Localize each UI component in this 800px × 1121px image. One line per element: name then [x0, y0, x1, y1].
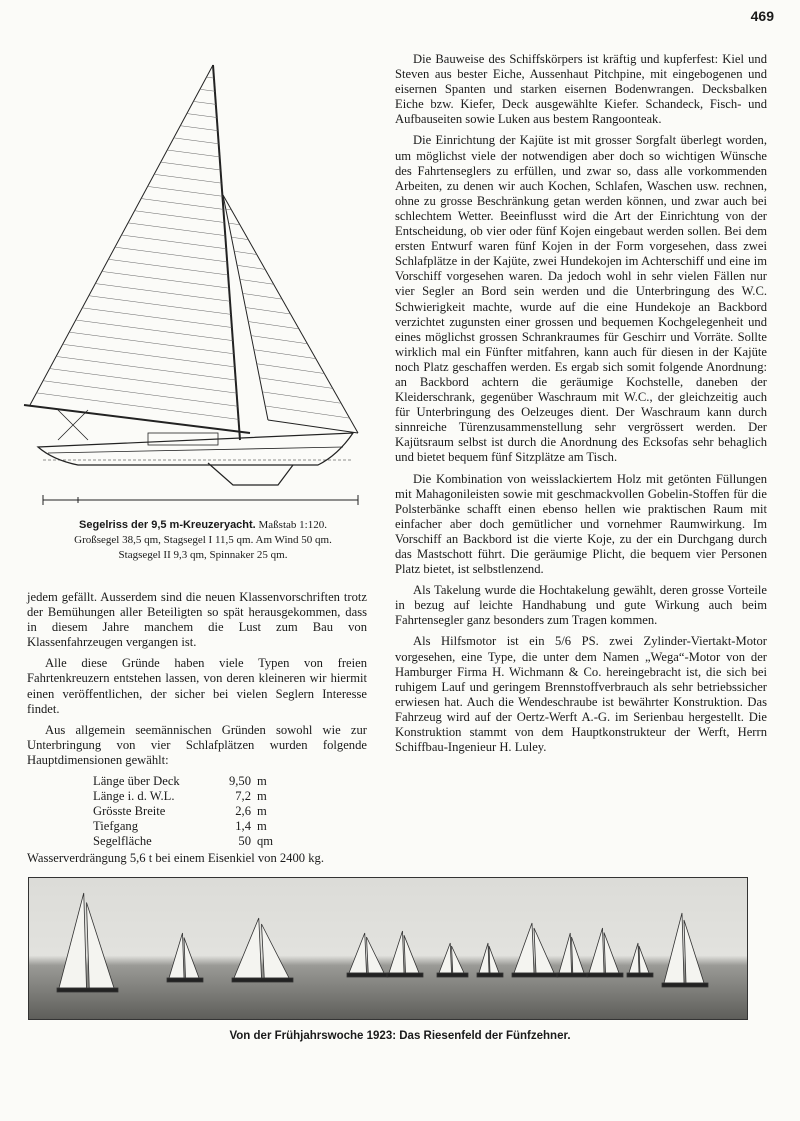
sail-plan-lines	[24, 65, 358, 440]
left-paragraph-3: Aus allgemein seemännischen Gründen sowohl wie zur Unterbringung von vier Schlafplätzen wurden folgende Hauptdimensionen gewählt:	[27, 722, 367, 767]
right-paragraph-1: Die Bauweise des Schiffskörpers ist kräftig und kupferfest: Kiel und Steven aus bester Eiche, Aussenhaut Pitchpine, mit eingebogenen und eisernen Spanten und starken eisernen Bodenwrangen. Decksbalken Eiche bzw. Kiefer, Deck ausgewählte Kiefer. Schandeck, Fisch- und Aufbauseiten sowie Luken aus bestem Rangoonteak.	[395, 52, 767, 127]
hull	[38, 410, 353, 485]
dimension-label: Grösste Breite	[93, 804, 166, 819]
dimension-value: 50	[238, 834, 251, 849]
dimension-row	[93, 819, 273, 834]
figure-caption-line-3: Stagsegel II 9,3 qm, Spinnaker 25 qm.	[118, 549, 288, 561]
mainsail-panels	[37, 77, 239, 419]
sail-plan-drawing	[18, 55, 378, 525]
dimension-label: Länge über Deck	[93, 774, 180, 789]
figure-caption	[28, 518, 378, 563]
dimension-label: Tiefgang	[93, 819, 139, 834]
scale-bar	[43, 495, 358, 505]
left-column	[27, 590, 367, 872]
dimension-label: Länge i. d. W.L.	[93, 789, 175, 804]
figure-title: Segelriss der 9,5 m-Kreuzeryacht.	[79, 519, 256, 531]
left-paragraph-1: jedem gefällt. Ausserdem sind die neuen Klassenvorschriften trotz der Bemühungen aller Beteiligten so spät herausgekommen, dass in diesem Jahre manchem die Lust zum Bau von Klassenfahrzeugen vergangen ist.	[27, 590, 367, 650]
dimensions-table	[93, 774, 273, 849]
dimension-value: 9,50	[228, 774, 251, 789]
left-paragraph-2: Alle diese Gründe haben viele Typen von freien Fahrtenkreuzern entstehen lassen, von deren kleineren wir hiermit einen veröffentlichen, der sicher bei vielen Seglern Interesse findet.	[27, 656, 367, 716]
dimension-unit: m	[257, 789, 267, 804]
dimension-value: 7,2	[235, 789, 251, 804]
dimension-row	[93, 804, 273, 819]
figure-caption-line-2: Großsegel 38,5 qm, Stagsegel I 11,5 qm. Am Wind 50 qm.	[74, 534, 332, 546]
right-paragraph-4: Als Takelung wurde die Hochtakelung gewählt, deren grosse Vorteile in bezug auf leichte Handhabung und gute Wirkung auch beim Fahrtensegler ganz besonders zum Tragen kommen.	[395, 583, 767, 628]
dimension-unit: qm	[257, 834, 274, 849]
dimension-unit: m	[257, 819, 267, 834]
regatta-photo-sails	[29, 878, 747, 1019]
left-paragraph-4: Wasserverdrängung 5,6 t bei einem Eisenkiel von 2400 kg.	[27, 850, 324, 865]
right-paragraph-3: Die Kombination von weisslackiertem Holz mit getönten Füllungen mit Mahagonileisten sowie mit geschmackvollen Gobelin-Stoffen für die Polsterbänke schafft einen ebenso hellen wie praktischen Raum mit einfacher aber doch gemütlicher und vornehmer Raumwirkung. Im Vorschiff an Backbord ist die vierte Koje, zu der ein Durchgang durch das Mastschott führt. Die geräumige Plicht, die bequem vier Personen Platz bietet, ist selbstlenzend.	[395, 471, 767, 577]
dimension-row	[93, 774, 273, 789]
figure-scale: Maßstab 1:120.	[258, 519, 327, 531]
right-paragraph-2: Die Einrichtung der Kajüte ist mit grosser Sorgfalt überlegt worden, um möglichst viele der notwendigen aber doch so wichtigen Wünsche des Fahrtenseglers zu erfüllen, und zwar so, dass alle vorkommenden Arbeiten, zu denen wir auch Kochen, Schlafen, Waschen usw. rechnen, ohne zu grosse Beschränkung getan werden können, und zwar auch bei schlechtem Wetter. Beeinflusst wird die Art der Einrichtung von der Entscheidung, ob vier oder fünf Kojen eingebaut werden sollen. Bei dem ersten Entwurf waren fünf Kojen in der Form vorgesehen, dass zwei Schlafplätze in der Kajüte, zwei Hundekojen im Achterschiff und eine im Vorschiff vorgesehen waren. Da jedoch wohl in sehr vielen Fällen nur vier Segler an Bord sein werden und die Unterbringung des W.C. Schwierigkeit machte, wurde auf die eine Hundekoje an Backbord verzichtet zugunsten einer grossen und bequemen Kochgelegenheit und eines möglichst grossen Schrankraumes für Geschirr und Vorräte. Sollte wirklich mal ein Fünfter mitfahren, kann auch für diesen in der Kajüte noch Platz geschaffen werden. Es ergab sich somit folgende Anordnung: an Backbord achtern die geräumige Kochstelle, daneben der Kleiderschrank, gegenüber Waschraum mit W.C., der gleichzeitig auch für Unterbringung des Oelzeuges dient. Der Waschraum kann durch sinnreiche Türenzusammenstellung sehr vergrössert werden. Der Kajütsraum selbst ist durch die Anordnung des Ecksofas sehr behaglich und bietet bequem fünf Sitzplätze am Tisch.	[395, 133, 767, 465]
page-number: 469	[750, 8, 774, 24]
right-column	[395, 52, 767, 761]
jib-panels	[226, 209, 350, 418]
dimension-label: Segelfläche	[93, 834, 152, 849]
dimension-value: 2,6	[235, 804, 251, 819]
dimension-value: 1,4	[235, 819, 251, 834]
right-paragraph-5: Als Hilfsmotor ist ein 5/6 PS. zwei Zylinder-Viertakt-Motor vorgesehen, eine Type, die unter dem Namen „Wega“-Motor von der Hamburger Firma H. Wichmann & Co. hereingebracht ist, die sich bei ruhigem Lauf und geringem Brennstoffverbrauch als sehr betriebssicher erwiesen hat. Auch die Wendeschraube ist bewährter Konstruktion. Das Fahrzeug wird auf der Oertz-Werft A.-G. im Serienbau hergestellt. Die Konstruktion stammt von dem Hauptkonstrukteur der Werft, Herrn Schiffbau-Ingenieur H. Luley.	[395, 634, 767, 755]
dimension-row	[93, 789, 273, 804]
dimension-unit: m	[257, 774, 267, 789]
dimension-unit: m	[257, 804, 267, 819]
dimension-row	[93, 834, 273, 849]
photo-caption: Von der Frühjahrswoche 1923: Das Riesenfeld der Fünfzehner.	[229, 1030, 571, 1042]
regatta-photo	[28, 877, 748, 1020]
